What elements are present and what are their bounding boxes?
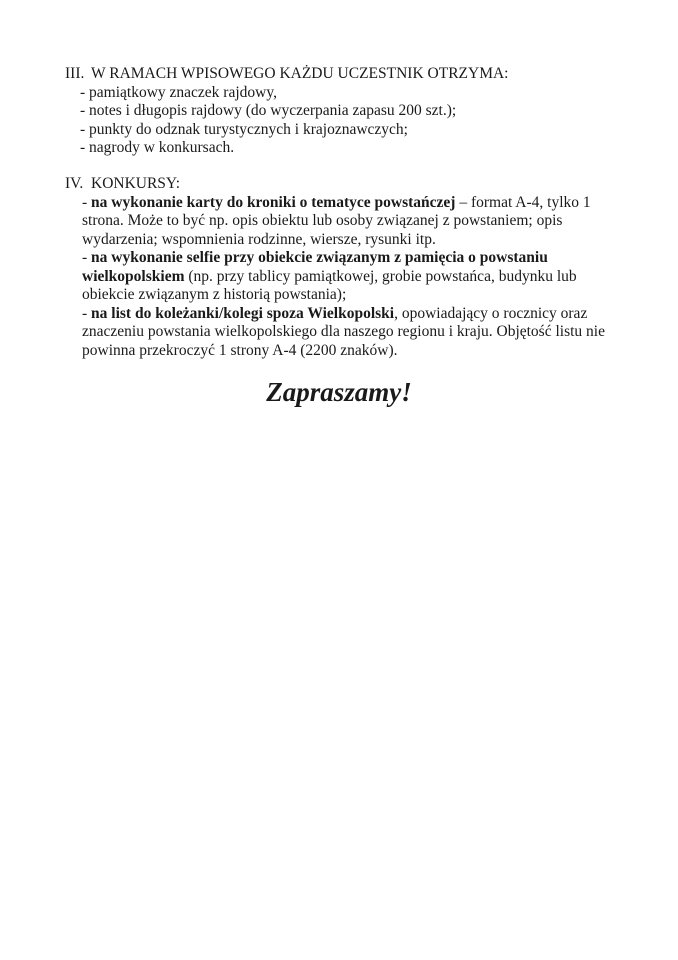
section-iv-heading bbox=[65, 175, 625, 194]
contest-prefix: - bbox=[82, 304, 92, 322]
contest-item bbox=[82, 249, 625, 305]
section-iii-number: III. bbox=[65, 65, 85, 82]
contest-title: na wykonanie karty do kroniki o tematyce powstańczej bbox=[91, 193, 456, 211]
section-iii-title: W RAMACH WPISOWEGO KAŻDU UCZESTNIK OTRZYMA: bbox=[91, 65, 509, 82]
contest-description: (np. przy tablicy pamiątkowej, grobie powstańca, budynku lub obiekcie związanym z historią powstania); bbox=[82, 267, 577, 303]
section-iv-title: KONKURSY: bbox=[91, 175, 181, 192]
list-item: - punkty do odznak turystycznych i krajoznawczych; bbox=[80, 120, 408, 138]
section-iii-heading bbox=[65, 65, 625, 84]
list-item: - notes i długopis rajdowy (do wyczerpania zapasu 200 szt.); bbox=[80, 102, 457, 119]
contest-description: , opowiadający o rocznicy oraz znaczeniu powstania wielkopolskiego dla naszego regionu i kraju. Objętość listu nie powinna przekroczyć 1 strony A-4 (2200 znaków). bbox=[82, 304, 605, 359]
contests-list bbox=[65, 194, 625, 361]
contest-description: – format A-4, tylko 1 strona. Może to być np. opis obiektu lub osoby związanej z powstaniem; opis wydarzenia; wspomnienia rodzinne, wiersze, rysunki itp. bbox=[82, 193, 591, 248]
contest-title: na list do koleżanki/kolegi spoza Wielkopolski bbox=[91, 304, 395, 322]
list-item: - nagrody w konkursach. bbox=[80, 139, 235, 156]
contest-prefix: - bbox=[82, 193, 92, 211]
section-iv bbox=[65, 175, 625, 360]
closing-invitation: Zapraszamy! bbox=[266, 377, 412, 407]
contest-title: na wykonanie selfie przy obiekcie związanym z pamięcia o powstaniu wielkopolskiem bbox=[82, 249, 548, 285]
section-iii bbox=[65, 65, 625, 158]
benefits-list bbox=[65, 84, 625, 158]
contest-prefix: - bbox=[82, 249, 92, 266]
contest-item bbox=[82, 305, 625, 361]
contest-item bbox=[82, 194, 625, 250]
list-item: - pamiątkowy znaczek rajdowy, bbox=[80, 83, 277, 101]
section-iv-number: IV. bbox=[65, 175, 84, 192]
